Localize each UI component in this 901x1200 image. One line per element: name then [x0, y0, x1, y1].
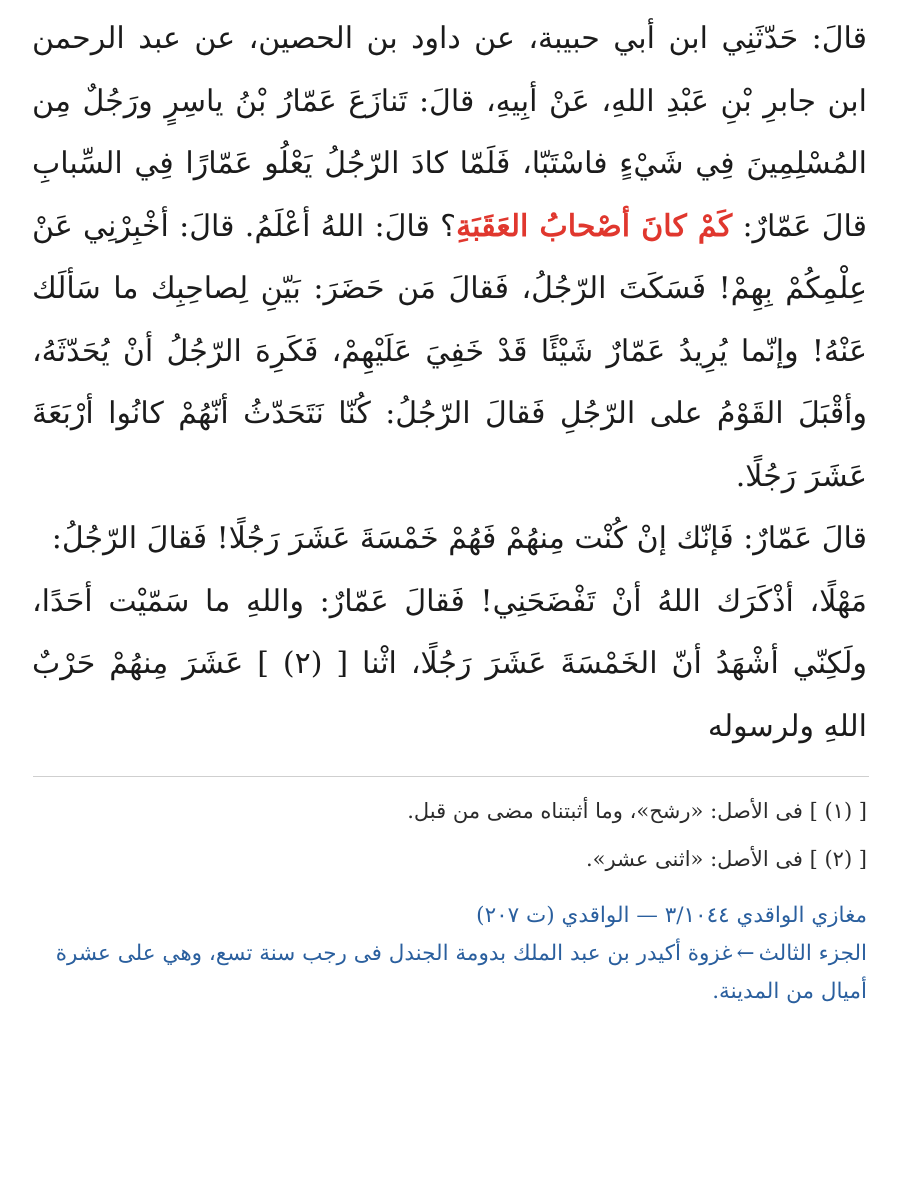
- chapter-breadcrumb: [32, 935, 867, 1011]
- chapter-link[interactable]: غزوة أكيدر بن عبد الملك بدومة الجندل فى رجب سنة تسع، وهي على عشرة أميال من المدينة.: [55, 941, 867, 1004]
- source-reference[interactable]: [32, 897, 867, 935]
- source-link[interactable]: مغازي الواقدي ٣/١٠٤٤ — الواقدي (ت ٢٠٧): [476, 903, 867, 928]
- paragraph-2: قالَ عَمّارٌ: فَإنّك إنْ كُنْت مِنهُمْ فَهُمْ خَمْسَةَ عَشَرَ رَجُلًا! فَقالَ الرّجُلُ:: [51, 521, 867, 556]
- paragraph-1-text-end: ؟ قالَ: اللهُ أعْلَمُ. قالَ: أخْبِرْنِي عَنْ عِلْمِكُمْ بِهِمْ! فَسَكَتَ الرّجُلُ، فَقالَ مَن حَضَرَ: بَيّنِ لِصاحِبِك ما سَألَك عَنْهُ! وإنّما يُرِيدُ عَمّارٌ شَيْئًا قَدْ خَفِيَ عَلَيْهِمْ، فَكَرِهَ الرّجُلُ أنْ يُحَدّثَهُ، وأقْبَلَ القَوْمُ على الرّجُلِ فَقالَ الرّجُلُ: كُنّا نَتَحَدّثُ أنّهُمْ كانُوا أرْبَعَةَ عَشَرَ رَجُلًا.: [32, 208, 867, 494]
- footnotes: [32, 787, 867, 883]
- footnote-2: [ (٢) ] فى الأصل: «اثنى عشر».: [585, 847, 867, 871]
- highlighted-question: كَمْ كانَ أصْحابُ العَقَبَةِ: [456, 208, 733, 244]
- breadcrumb-arrow-icon: ←: [736, 941, 755, 966]
- footnote-divider: [33, 776, 869, 777]
- paragraph-1-text-start: قالَ: حَدّثَنِي ابن أبي حبيبة، عن داود بن الحصين، عن عبد الرحمن ابن جابرِ بْنِ عَبْدِ اللهِ، عَنْ أبِيهِ، قالَ: تَنازَعَ عَمّارُ بْنُ ياسِرٍ ورَجُلٌ مِن المُسْلِمِينَ فِي شَيْءٍ فاسْتَبّا، فَلَمّا كادَ الرّجُلُ يَعْلُو عَمّارًا فِي السِّبابِ قالَ عَمّارٌ:: [32, 21, 867, 244]
- citation-block: [32, 897, 867, 1011]
- paragraph-1: [32, 8, 867, 508]
- main-text: [32, 8, 867, 758]
- footnote-1: [ (١) ] فى الأصل: «رشح»، وما أثبتناه مضى من قبل.: [407, 799, 867, 823]
- paragraph-3: مَهْلًا، أذْكَرَك اللهُ أنْ تَفْضَحَنِي! فَقالَ عَمّارٌ: واللهِ ما سَمّيْت أحَدًا، ولَكِنّي أشْهَدُ أنّ الخَمْسَةَ عَشَرَ رَجُلًا، اثْنا [ (٢) ] عَشَرَ مِنهُمْ حَرْبٌ اللهِ ولرسوله: [32, 583, 867, 744]
- volume-link[interactable]: الجزء الثالث: [758, 941, 867, 966]
